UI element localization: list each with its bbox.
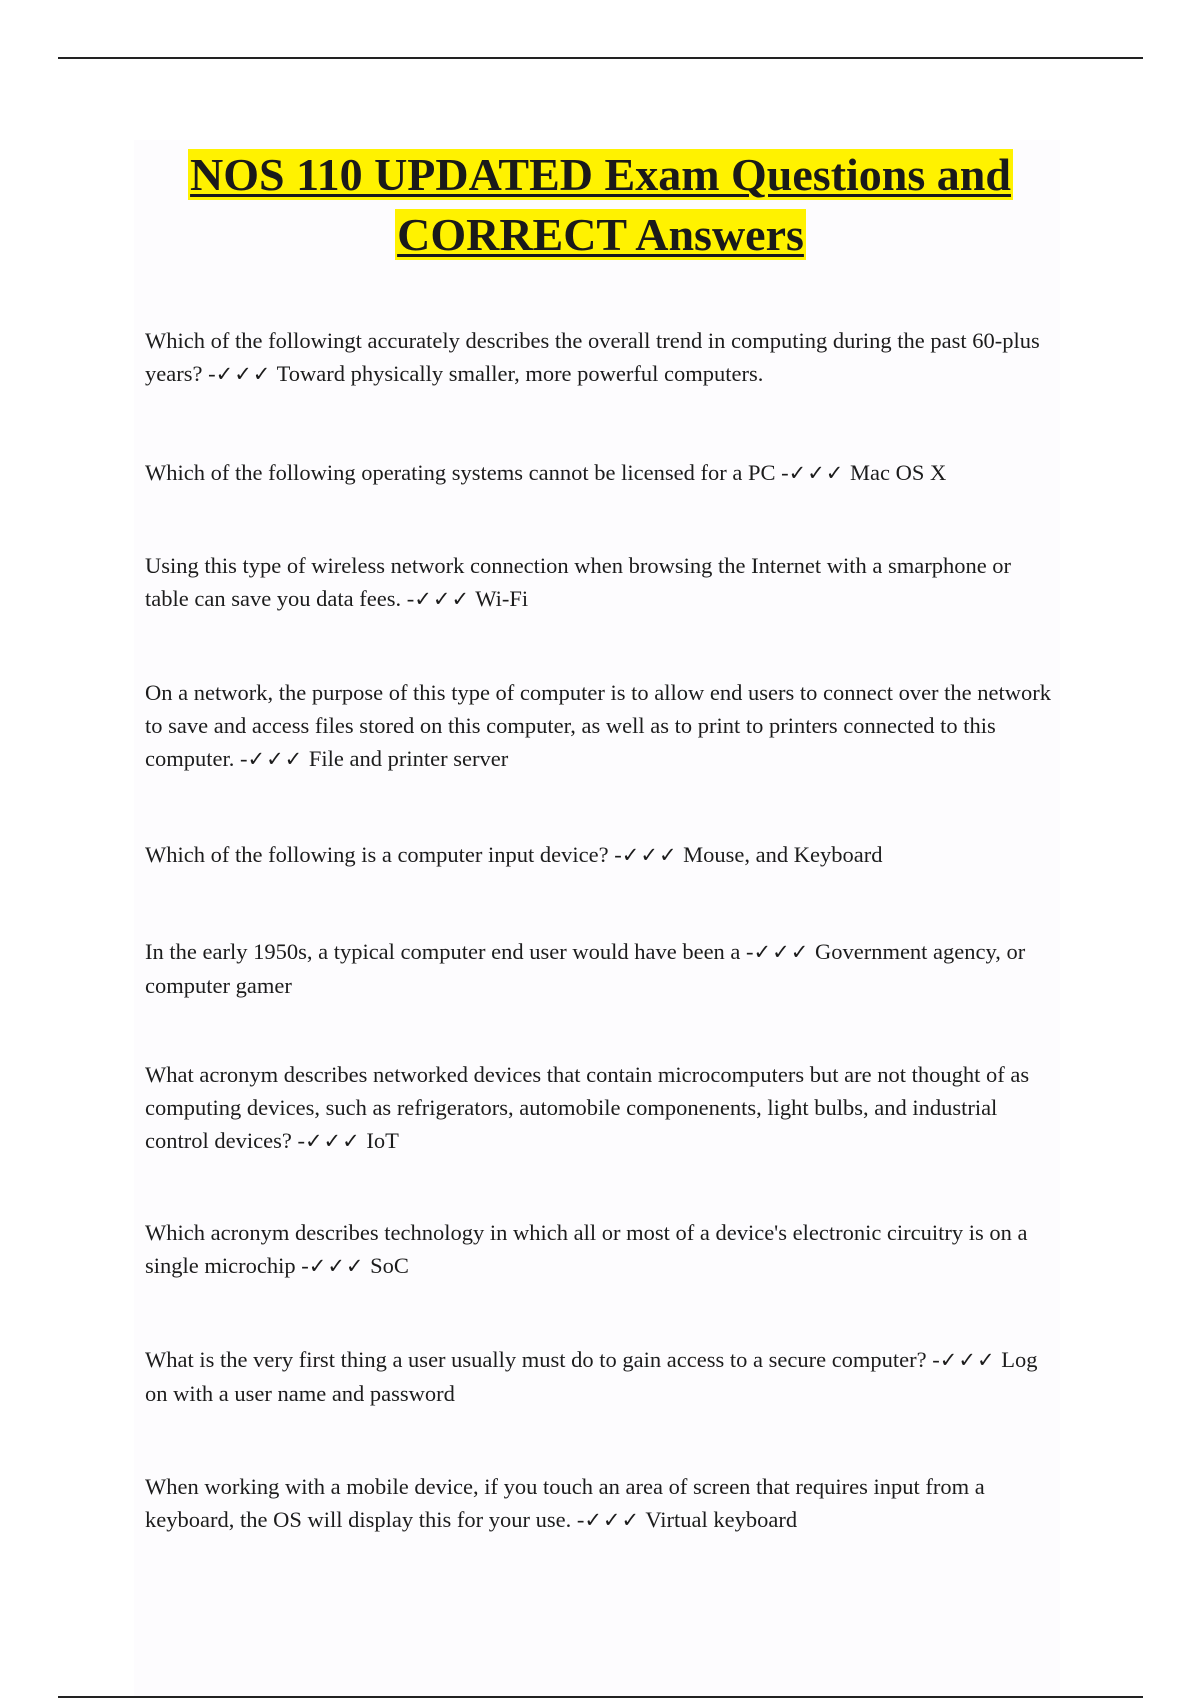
question-text: Using this type of wireless network connection when browsing the Internet with a smarphone or table can save you data fees. xyxy=(145,553,1012,611)
qa-item xyxy=(145,1470,1060,1537)
answer-prefix: - xyxy=(208,361,216,386)
answer-prefix: - xyxy=(614,842,622,867)
answer-prefix: - xyxy=(301,1253,309,1278)
check-marks-icon: ✓✓✓ xyxy=(414,587,471,611)
question-text: What is the very first thing a user usually must do to gain access to a secure computer? xyxy=(145,1347,927,1372)
answer-text: Government agency, or computer gamer xyxy=(145,939,1026,998)
question-text: Which of the following is a computer input device? xyxy=(145,842,609,867)
qa-item xyxy=(145,935,1060,1002)
question-text: Which of the followingt accurately describes the overall trend in computing during the past 60-plus years? xyxy=(145,328,1040,386)
question-text: Which of the following operating systems cannot be licensed for a PC xyxy=(145,460,776,485)
answer-text: Mouse, and Keyboard xyxy=(683,842,883,867)
check-marks-icon: ✓✓✓ xyxy=(939,1348,996,1372)
question-text: On a network, the purpose of this type of computer is to allow end users to connect over the network to save and access files stored on this computer, as well as to print to printers connected to this computer. xyxy=(145,680,1052,771)
qa-item xyxy=(145,1216,1060,1283)
check-marks-icon: ✓✓✓ xyxy=(247,747,304,771)
qa-item xyxy=(145,456,1060,490)
answer-text: File and printer server xyxy=(308,746,509,771)
answer-text: Virtual keyboard xyxy=(645,1507,798,1532)
question-text: In the early 1950s, a typical computer end user would have been a xyxy=(145,939,741,964)
title-line-1: NOS 110 UPDATED Exam Questions and xyxy=(190,149,1011,200)
check-marks-icon: ✓✓✓ xyxy=(621,843,678,867)
check-marks-icon: ✓✓✓ xyxy=(584,1508,641,1532)
answer-prefix: - xyxy=(932,1347,940,1372)
answer-text: IoT xyxy=(366,1128,399,1153)
check-marks-icon: ✓✓✓ xyxy=(308,1254,365,1278)
question-text: When working with a mobile device, if you touch an area of screen that requires input from a keyboard, the OS will display this for your use. xyxy=(145,1474,985,1532)
check-marks-icon: ✓✓✓ xyxy=(788,461,845,485)
answer-text: Log on with a user name and password xyxy=(145,1347,1038,1406)
qa-item xyxy=(145,838,1060,872)
answer-text: Toward physically smaller, more powerful computers. xyxy=(276,361,764,386)
qa-item xyxy=(145,549,1060,616)
page-title xyxy=(58,145,1143,265)
bottom-rule xyxy=(58,1696,1143,1698)
question-text: What acronym describes networked devices that contain microcomputers but are not thought of as computing devices, such as refrigerators, automobile componenents, light bulbs, and industrial control devices? xyxy=(145,1062,1030,1153)
check-marks-icon: ✓✓✓ xyxy=(215,362,272,386)
answer-prefix: - xyxy=(576,1507,585,1532)
qa-item xyxy=(145,676,1060,776)
answer-text: SoC xyxy=(370,1253,409,1278)
title-line-2: CORRECT Answers xyxy=(397,209,804,260)
answer-prefix: - xyxy=(239,746,248,771)
question-text: Which acronym describes technology in which all or most of a device's electronic circuitry is on a single microchip xyxy=(145,1220,1028,1278)
check-marks-icon: ✓✓✓ xyxy=(753,940,810,964)
top-rule xyxy=(58,57,1143,59)
qa-item xyxy=(145,1343,1060,1410)
answer-prefix: - xyxy=(781,460,789,485)
qa-item xyxy=(145,1058,1060,1158)
answer-text: Wi-Fi xyxy=(475,586,529,611)
check-marks-icon: ✓✓✓ xyxy=(304,1129,361,1153)
answer-prefix: - xyxy=(746,939,754,964)
answer-prefix: - xyxy=(406,586,415,611)
answer-text: Mac OS X xyxy=(850,460,947,485)
answer-prefix: - xyxy=(297,1128,305,1153)
qa-item xyxy=(145,324,1060,391)
